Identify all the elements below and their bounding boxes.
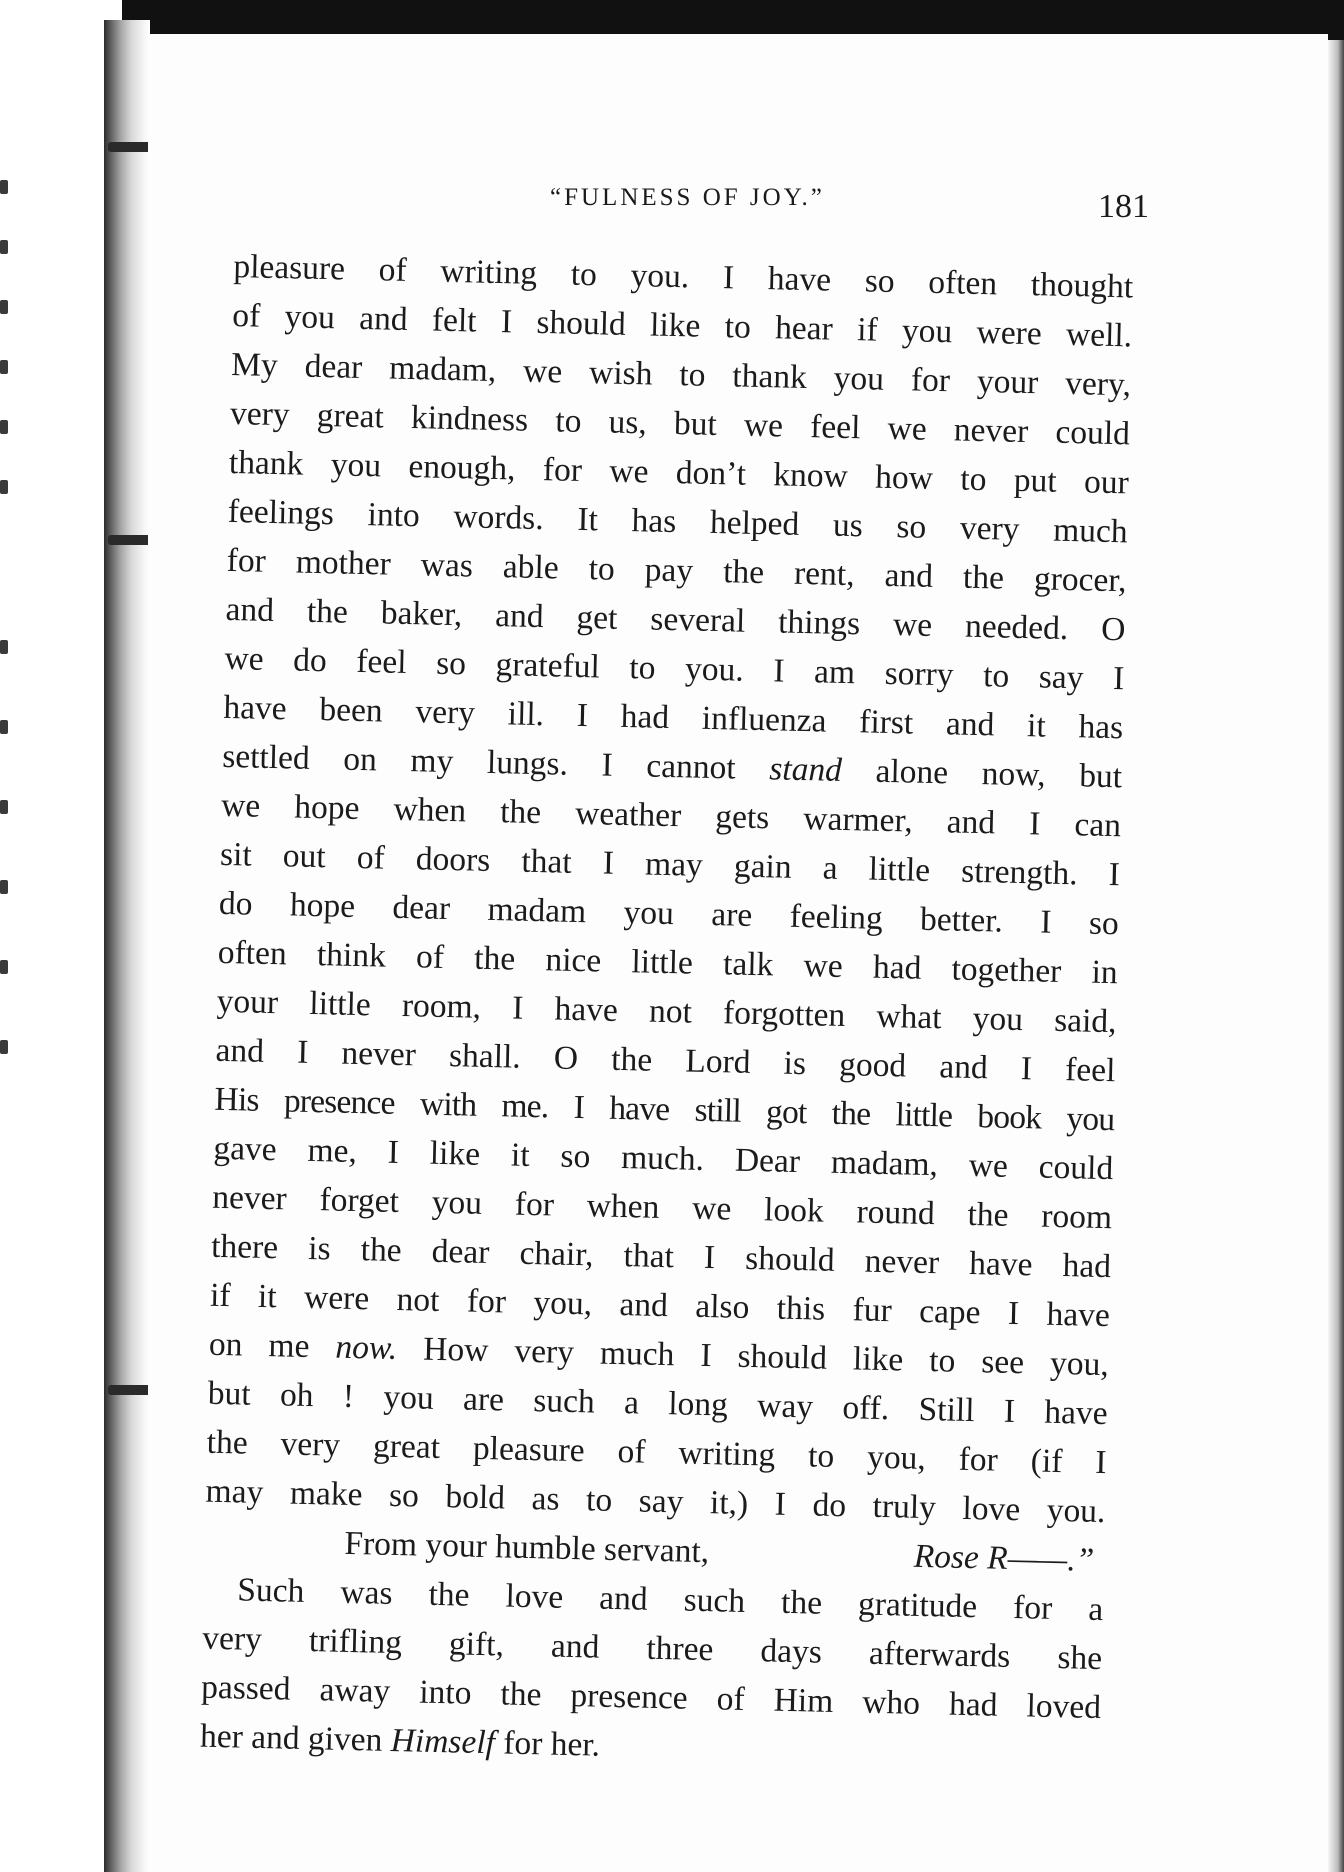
text-segment: for her. xyxy=(502,1724,601,1764)
text-segment: her and given xyxy=(199,1717,383,1759)
book-gutter xyxy=(104,20,150,1872)
facing-page-text-fragments xyxy=(0,180,14,1080)
binding-stitch xyxy=(108,535,152,545)
text-line: do hope dear madam you are feeling better. I so xyxy=(218,884,1120,943)
running-title: “FULNESS OF JOY.” xyxy=(550,184,825,211)
text-line: sit out of doors that I may gain a little strength. I xyxy=(219,835,1121,894)
text-line: but oh ! you are such a long way off. Still I have xyxy=(207,1374,1109,1433)
running-head xyxy=(148,152,1328,225)
signature-name: Rose R——.” xyxy=(913,1537,1095,1579)
text-line: passed away into the presence of Him who had loved xyxy=(200,1668,1102,1727)
text-line: My dear madam, we wish to thank you for your very, xyxy=(230,345,1132,404)
text-line: of you and felt I should like to hear if you were well. xyxy=(231,296,1133,355)
text-line: thank you enough, for we don’t know how to put our xyxy=(228,443,1130,502)
text-line: pleasure of writing to you. I have so often thought xyxy=(233,247,1134,306)
text-line: and the baker, and get several things we needed. O xyxy=(225,590,1126,649)
text-line: we do feel so grateful to you. I am sorry to say I xyxy=(224,639,1125,698)
book-page xyxy=(148,34,1328,1872)
text-line: never forget you for when we look round the room xyxy=(211,1178,1113,1237)
text-line: may make so bold as to say it,) I do truly love you. xyxy=(205,1472,1106,1531)
binding-stitch xyxy=(108,1385,152,1395)
text-line: Such was the love and such the gratitude for a xyxy=(237,1571,1104,1629)
text-segment: on me xyxy=(208,1325,310,1365)
italic-word: Himself xyxy=(390,1721,496,1762)
binding-stitch xyxy=(108,142,152,152)
page-body-text xyxy=(200,242,1134,1781)
italic-word: stand xyxy=(768,750,843,789)
text-line: gave me, I like it so much. Dear madam, we could xyxy=(213,1129,1114,1188)
text-line: we hope when the weather gets warmer, and I can xyxy=(220,786,1122,845)
text-segment: settled on my lungs. I cannot xyxy=(221,737,737,787)
text-line: often think of the nice little talk we had together in xyxy=(217,933,1119,992)
text-segment: alone now, but xyxy=(875,752,1123,796)
text-segment: How very much I should like to see you, xyxy=(422,1330,1110,1384)
signature-lead: From your humble servant, xyxy=(344,1524,710,1571)
text-line: if it were not for you, and also this fur cape I have xyxy=(209,1276,1111,1335)
text-line: His presence with me. I have still got the little book you xyxy=(214,1080,1115,1139)
text-line: there is the dear chair, that I should never have had xyxy=(210,1227,1112,1286)
italic-word: now. xyxy=(335,1328,398,1367)
text-line: very trifling gift, and three days afterwards she xyxy=(201,1619,1103,1678)
page-right-edge xyxy=(1328,40,1344,1872)
text-line: and I never shall. O the Lord is good and I feel xyxy=(215,1031,1116,1090)
text-line: for mother was able to pay the rent, and the grocer, xyxy=(226,541,1127,600)
page-number: 181 xyxy=(1098,188,1149,225)
text-line: the very great pleasure of writing to you, for (if I xyxy=(206,1423,1107,1482)
text-line: feelings into words. It has helped us so very much xyxy=(227,492,1129,551)
text-line: your little room, I have not forgotten what you said, xyxy=(216,982,1117,1041)
text-line: very great kindness to us, but we feel we never could xyxy=(229,394,1131,453)
text-line: have been very ill. I had influenza first and it has xyxy=(223,688,1124,747)
